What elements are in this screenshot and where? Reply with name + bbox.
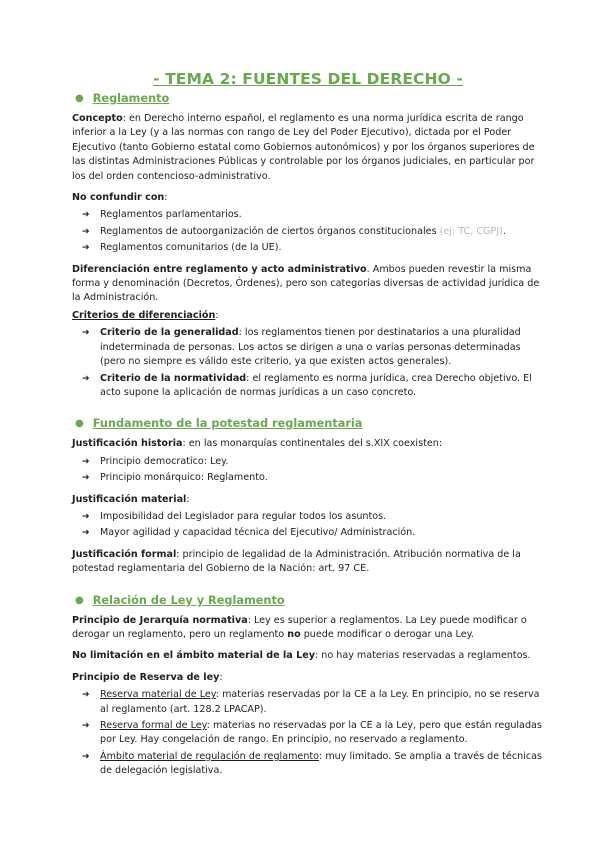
historica-label: Justificación historia bbox=[72, 438, 183, 450]
criterio-label: Criterio de la generalidad bbox=[100, 327, 239, 339]
list-item bbox=[72, 208, 544, 222]
reserva-list bbox=[72, 688, 544, 778]
bullet-icon: ● bbox=[75, 93, 84, 104]
arrow-right-icon: ➔ bbox=[82, 751, 90, 762]
justificacion-formal bbox=[72, 548, 544, 577]
list-item bbox=[72, 225, 544, 239]
diferenciacion-label: Diferenciación entre reglamento y acto administrativo bbox=[72, 263, 367, 275]
diferenciacion-text: . Ambos pueden revestir la misma forma y denominación (Decretos, Órdenes), pero son categorías diversas de actividad jurídica de la Administración. bbox=[72, 263, 540, 304]
reserva-label: Principio de Reserva de ley bbox=[72, 671, 220, 683]
reserva-item-label: Reserva formal de Ley bbox=[100, 720, 207, 731]
criterio-text: : el reglamento es norma jurídica, crea Derecho objetivo. El acto supone la aplicación de normas jurídicas a un caso concreto. bbox=[100, 372, 532, 398]
list-item-text: Imposibilidad del Legislador para regular todos los asuntos. bbox=[100, 510, 387, 522]
reserva-item-text: : materias no reservadas por la CE a la Ley, pero que están reguladas por Ley. Hay congelación de rango. En principio, no reservado a reglamento. bbox=[100, 720, 542, 746]
jerarquia-paragraph bbox=[72, 614, 544, 643]
criterios-colon: : bbox=[215, 309, 219, 321]
material-label: Justificación material bbox=[72, 493, 187, 505]
arrow-right-icon: ➔ bbox=[82, 690, 90, 701]
list-item-text: Mayor agilidad y capacidad técnica del Ejecutivo/ Administración. bbox=[100, 527, 416, 539]
section-heading-fundamento bbox=[72, 417, 544, 430]
list-item bbox=[72, 471, 544, 485]
justificacion-historica bbox=[72, 437, 544, 451]
section-heading-label: Fundamento de la potestad reglamentaria bbox=[92, 417, 363, 431]
diferenciacion-paragraph bbox=[72, 263, 544, 306]
list-item-text: Principio democratico: Ley. bbox=[100, 455, 229, 467]
list-item bbox=[72, 372, 544, 401]
list-item bbox=[72, 326, 544, 369]
jerarquia-text: : Ley es superior a reglamentos. La Ley puede modificar o derogar un reglamento, pero un reglamento bbox=[72, 614, 527, 640]
arrow-right-icon: ➔ bbox=[82, 456, 90, 467]
jerarquia-label: Principio de Jerarquía normativa bbox=[72, 614, 248, 626]
section-heading-reglamento bbox=[72, 92, 544, 105]
list-item bbox=[72, 750, 544, 779]
list-item-text: Reglamentos comunitarios (de la UE). bbox=[100, 242, 282, 254]
criterios-list bbox=[72, 326, 544, 400]
criterio-text: : los reglamentos tienen por destinatarios a una pluralidad indeterminada de personas. Los actos se dirigen a una o varias personas determinadas (pero no siempre es válido este criterio, ya que existen actos generales). bbox=[100, 327, 521, 368]
arrow-right-icon: ➔ bbox=[82, 210, 90, 221]
historica-list bbox=[72, 455, 544, 486]
no-confundir-heading bbox=[72, 191, 544, 205]
arrow-right-icon: ➔ bbox=[82, 528, 90, 539]
section-heading-label: Reglamento bbox=[92, 92, 170, 105]
criterios-label: Criterios de diferenciación bbox=[72, 309, 216, 321]
no-confundir-label: No confundir con bbox=[72, 192, 165, 204]
reserva-item-text: : materias reservadas por la CE a la Ley. En principio, no se reserva al reglamento (art. 128.2 LPACAP). bbox=[100, 689, 540, 715]
section-heading-label: Relación de Ley y Reglamento bbox=[92, 593, 285, 607]
historica-text: : en las monarquías continentales del s.XIX coexisten: bbox=[182, 438, 443, 450]
criterio-label: Criterio de la normatividad bbox=[100, 372, 247, 384]
concepto-label: Concepto bbox=[72, 113, 123, 124]
reserva-heading bbox=[72, 671, 544, 685]
material-list bbox=[72, 510, 544, 541]
no-limitacion-label: No limitación en el ámbito material de la Ley bbox=[72, 650, 315, 662]
concepto-text: : en Derecho interno español, el reglamento es una norma jurídica escrita de rango inferior a la Ley (y a las normas con rango de Ley del Poder Ejecutivo), dictada por el Poder Ejecutivo (tanto Gobierno estatal como Gobiernos autonómicos) y por los órganos superiores de las distintas Administraciones Públicas y controlable por los órganos judiciales, en particular por los del orden contencioso-administrativo. bbox=[72, 113, 535, 182]
section-heading-relacion bbox=[72, 594, 544, 607]
list-item bbox=[72, 455, 544, 469]
list-item bbox=[72, 719, 544, 748]
jerarquia-no: no bbox=[287, 628, 301, 640]
jerarquia-text-tail: puede modificar o derogar una Ley. bbox=[300, 628, 474, 640]
list-item bbox=[72, 241, 544, 255]
reserva-item-label: Ámbito material de regulación de reglamento bbox=[100, 750, 320, 762]
document-title: - TEMA 2: FUENTES DEL DERECHO - bbox=[153, 70, 463, 88]
list-item-text: Reglamentos parlamentarios. bbox=[100, 209, 242, 221]
list-item-text: Principio monárquico: Reglamento. bbox=[100, 472, 268, 484]
arrow-right-icon: ➔ bbox=[82, 721, 90, 731]
criterios-heading bbox=[72, 309, 544, 323]
formal-label: Justificación formal bbox=[72, 548, 177, 560]
list-item bbox=[72, 688, 544, 717]
arrow-right-icon: ➔ bbox=[82, 226, 90, 237]
bullet-icon: ● bbox=[75, 594, 84, 606]
bullet-icon: ● bbox=[75, 418, 84, 430]
arrow-right-icon: ➔ bbox=[82, 473, 90, 484]
reserva-item-text: : muy limitado. Se amplia a través de técnicas de delegación legislativa. bbox=[100, 750, 542, 777]
list-item-tail: . bbox=[502, 225, 506, 237]
formal-text: : principio de legalidad de la Administración. Atribución normativa de la potestad reglamentaria del Gobierno de la Nación: art. 97 CE. bbox=[72, 548, 521, 575]
reserva-item-label: Reserva material de Ley bbox=[100, 689, 216, 701]
no-limitacion-paragraph bbox=[72, 649, 544, 663]
concepto-paragraph bbox=[72, 112, 544, 184]
no-limitacion-text: : no hay materias reservadas a reglamentos. bbox=[314, 650, 531, 662]
list-item-note: (ej: TC, CGPJ) bbox=[439, 225, 503, 237]
no-confundir-list bbox=[72, 208, 544, 255]
arrow-right-icon: ➔ bbox=[82, 328, 90, 339]
list-item bbox=[72, 510, 544, 524]
no-confundir-colon: : bbox=[164, 192, 168, 204]
justificacion-material bbox=[72, 493, 544, 507]
reserva-colon: : bbox=[219, 671, 223, 683]
arrow-right-icon: ➔ bbox=[82, 243, 90, 254]
material-text: : bbox=[186, 493, 190, 505]
list-item bbox=[72, 526, 544, 540]
arrow-right-icon: ➔ bbox=[82, 511, 90, 522]
list-item-text: Reglamentos de autoorganización de ciertos órganos constitucionales bbox=[100, 225, 440, 237]
arrow-right-icon: ➔ bbox=[82, 373, 90, 384]
